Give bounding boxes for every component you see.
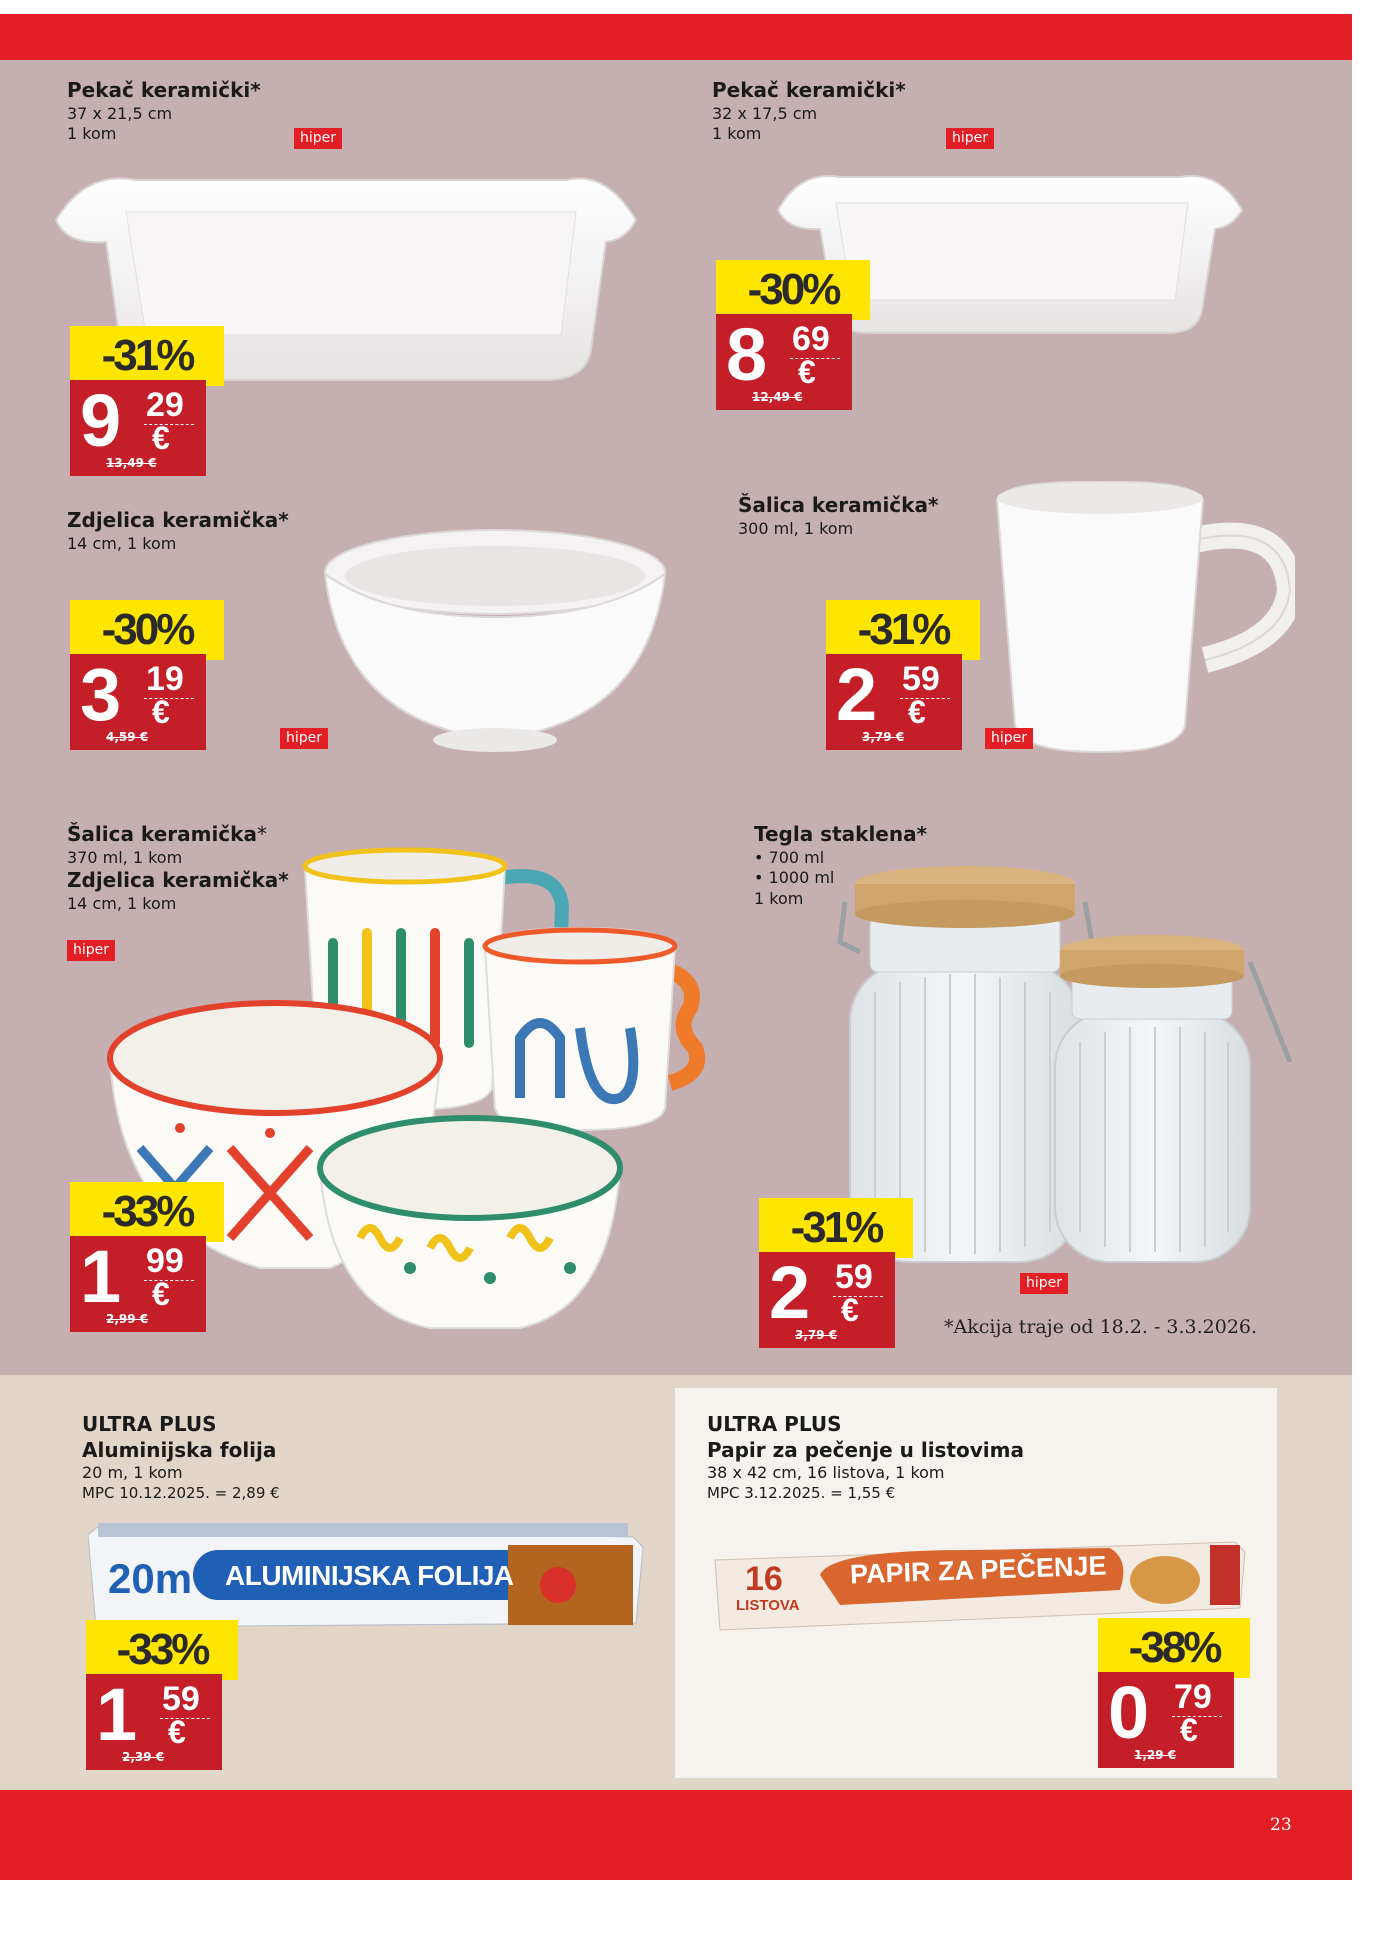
price-decimal: 79 xyxy=(1174,1678,1212,1716)
product-name-2: Zdjelica keramička* xyxy=(67,868,289,893)
old-price: 4,59 € xyxy=(106,730,149,744)
hiper-tag: hiper xyxy=(280,728,328,749)
foil-pack-title: ALUMINIJSKA FOLIJA xyxy=(225,1560,514,1591)
foil-pack-size: 20m xyxy=(108,1555,193,1602)
bottom-red-bar xyxy=(0,1790,1352,1880)
page-number: 23 xyxy=(1270,1815,1292,1835)
product-1-info xyxy=(67,78,261,145)
mug-image xyxy=(985,470,1295,760)
price-box xyxy=(716,314,852,410)
price-badge xyxy=(1098,1618,1252,1768)
product-spec: 370 ml, 1 kom xyxy=(67,847,183,867)
currency-symbol: € xyxy=(1180,1712,1198,1748)
product-name: Papir za pečenje u listovima xyxy=(707,1437,1024,1462)
top-red-bar xyxy=(0,14,1352,60)
hiper-tag: hiper xyxy=(294,128,342,149)
product-spec: 1 kom xyxy=(712,124,762,144)
hiper-tag: hiper xyxy=(1020,1273,1068,1294)
product-spec: 20 m, 1 kom xyxy=(82,1463,183,1483)
old-price: 1,29 € xyxy=(1134,1748,1177,1762)
product-4-info xyxy=(738,493,938,539)
currency-symbol: € xyxy=(168,1714,186,1750)
price-integer: 1 xyxy=(80,1235,122,1318)
product-spec: 14 cm, 1 kom xyxy=(67,533,177,553)
old-price: 12,49 € xyxy=(752,390,803,404)
old-price: 2,39 € xyxy=(122,1750,165,1764)
discount-label: -30% xyxy=(70,600,224,660)
discount-label: -33% xyxy=(70,1182,224,1242)
price-badge xyxy=(86,1620,240,1770)
mpc-price: MPC 3.12.2025. = 1,55 € xyxy=(707,1483,896,1502)
price-decimal: 59 xyxy=(162,1680,200,1718)
price-badge xyxy=(70,326,224,476)
product-name: Aluminijska folija xyxy=(82,1437,277,1462)
product-name: Tegla staklena* xyxy=(754,822,928,846)
price-box xyxy=(70,654,206,750)
currency-symbol: € xyxy=(152,420,170,456)
product-name: Pekač keramički* xyxy=(712,78,906,102)
product-spec: 37 x 21,5 cm xyxy=(67,103,173,123)
old-price: 3,79 € xyxy=(795,1328,838,1342)
discount-label: -38% xyxy=(1098,1618,1250,1678)
product-7-info xyxy=(82,1412,280,1503)
discount-label: -30% xyxy=(716,260,870,320)
product-brand: ULTRA PLUS xyxy=(707,1412,842,1436)
product-spec: • 700 ml xyxy=(754,847,825,867)
price-integer: 2 xyxy=(769,1251,811,1334)
discount-label: -31% xyxy=(759,1198,913,1258)
discount-label: -31% xyxy=(70,326,224,386)
price-badge xyxy=(70,600,224,750)
hiper-tag: hiper xyxy=(67,940,115,961)
price-integer: 8 xyxy=(726,313,768,396)
price-integer: 1 xyxy=(96,1673,138,1756)
price-integer: 0 xyxy=(1108,1671,1150,1754)
old-price: 13,49 € xyxy=(106,456,157,470)
discount-label: -33% xyxy=(86,1620,238,1680)
product-name: Šalica keramička* xyxy=(67,822,267,846)
price-decimal: 99 xyxy=(146,1242,184,1280)
bowl-image xyxy=(305,522,685,757)
price-box xyxy=(70,1236,206,1332)
price-decimal: 29 xyxy=(146,386,184,424)
product-3-info xyxy=(67,508,289,554)
product-name: Pekač keramički* xyxy=(67,78,261,102)
price-badge xyxy=(716,260,870,410)
price-decimal: 59 xyxy=(835,1258,873,1296)
price-integer: 9 xyxy=(80,379,122,462)
currency-symbol: € xyxy=(841,1292,859,1328)
currency-symbol: € xyxy=(152,1276,170,1312)
currency-symbol: € xyxy=(152,694,170,730)
price-decimal: 59 xyxy=(902,660,940,698)
price-box xyxy=(70,380,206,476)
product-spec: • 1000 ml xyxy=(754,868,835,888)
product-name: Zdjelica keramička* xyxy=(67,508,289,532)
price-box xyxy=(1098,1672,1234,1768)
paper-pack-title: PAPIR ZA PEČENJE xyxy=(849,1550,1107,1590)
product-spec: 32 x 17,5 cm xyxy=(712,103,818,123)
price-integer: 2 xyxy=(836,653,878,736)
price-badge xyxy=(759,1198,913,1348)
product-spec: 14 cm, 1 kom xyxy=(67,893,177,913)
price-integer: 3 xyxy=(80,653,122,736)
paper-pack-unit: LISTOVA xyxy=(736,1597,800,1614)
hiper-tag: hiper xyxy=(946,128,994,149)
product-name: Šalica keramička* xyxy=(738,493,939,517)
product-spec: 1 kom xyxy=(67,124,117,144)
old-price: 2,99 € xyxy=(106,1312,149,1326)
product-brand: ULTRA PLUS xyxy=(82,1412,217,1436)
price-badge xyxy=(826,600,980,750)
product-spec: 38 x 42 cm, 16 listova, 1 kom xyxy=(707,1463,945,1483)
product-spec: 1 kom xyxy=(754,888,804,908)
price-box xyxy=(826,654,962,750)
price-badge xyxy=(70,1182,224,1332)
currency-symbol: € xyxy=(908,694,926,730)
promo-note: *Akcija traje od 18.2. - 3.3.2026. xyxy=(944,1316,1258,1338)
hiper-tag: hiper xyxy=(985,728,1033,749)
old-price: 3,79 € xyxy=(862,730,905,744)
product-spec: 300 ml, 1 kom xyxy=(738,518,854,538)
price-box xyxy=(86,1674,222,1770)
paper-pack-count: 16 xyxy=(745,1560,783,1598)
mpc-price: MPC 10.12.2025. = 2,89 € xyxy=(82,1483,280,1502)
price-box xyxy=(759,1252,895,1348)
product-8-info xyxy=(707,1412,1024,1503)
currency-symbol: € xyxy=(798,354,816,390)
price-decimal: 69 xyxy=(792,320,830,358)
price-decimal: 19 xyxy=(146,660,184,698)
product-2-info xyxy=(712,78,906,145)
discount-label: -31% xyxy=(826,600,980,660)
